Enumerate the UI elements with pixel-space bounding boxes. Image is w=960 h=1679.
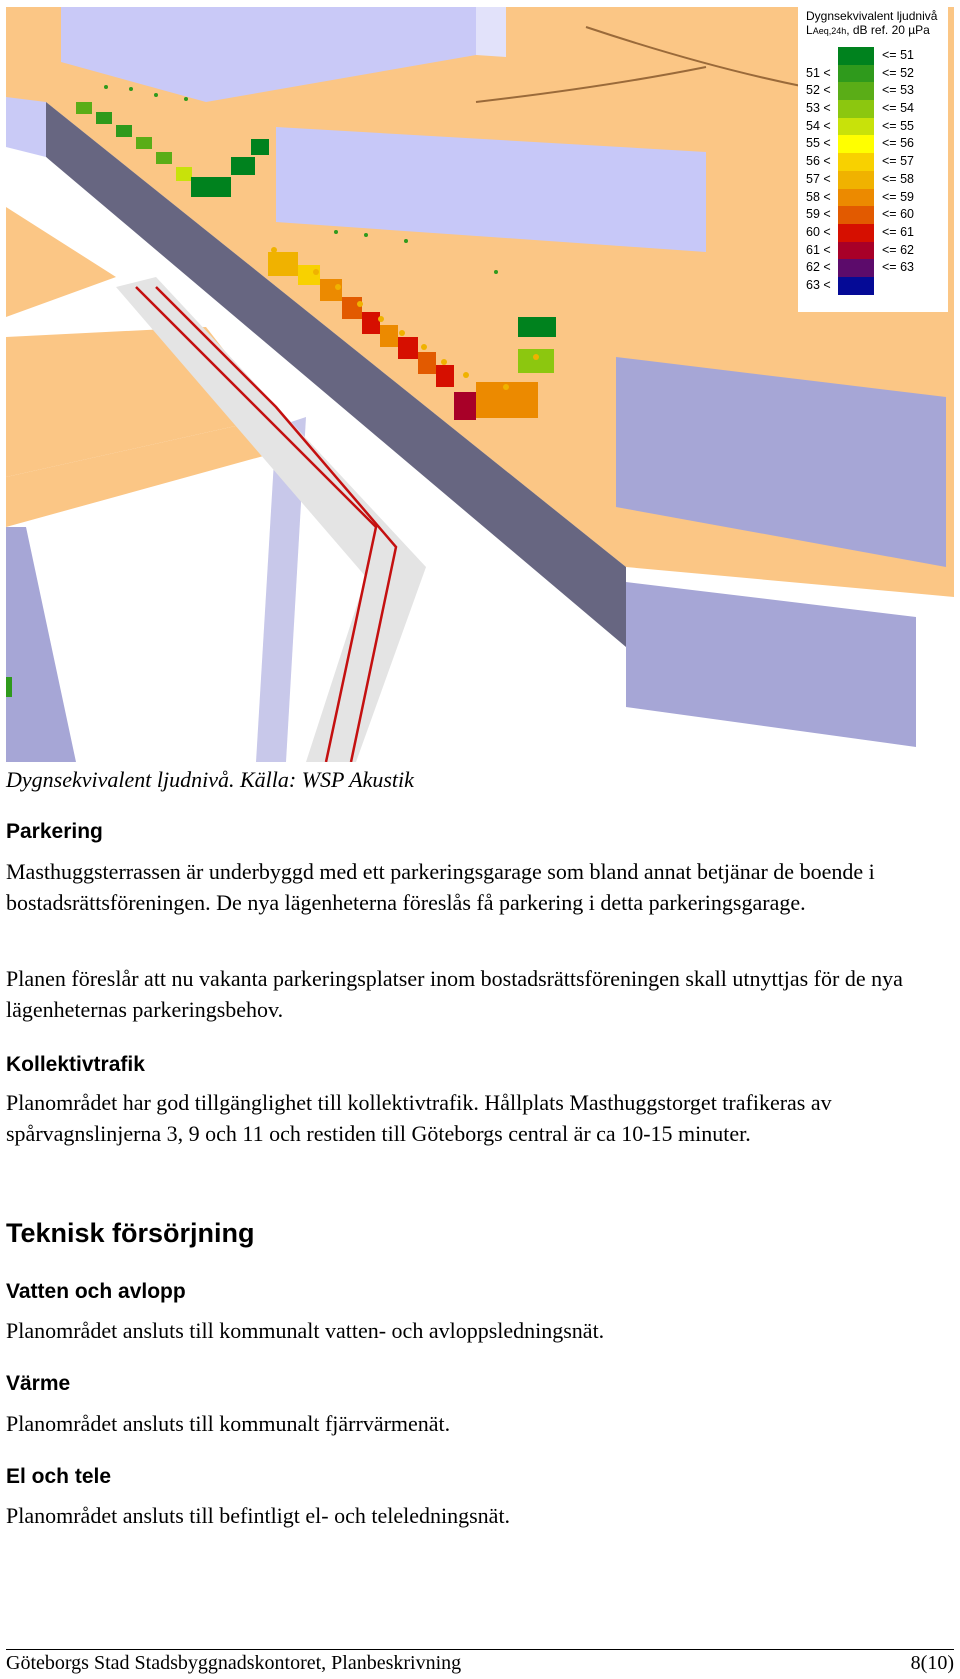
legend-item [798,47,948,65]
legend-item-lower-bound: 56 < [806,154,831,169]
legend-item-upper-bound: <= 62 [882,242,914,257]
legend-color-swatch [838,118,874,136]
legend-item-upper-bound: <= 51 [882,48,914,62]
legend-color-swatch [838,189,874,207]
legend-item [798,135,948,153]
paragraph-parkering-1: Masthuggsterrassen är underbyggd med ett parkeringsgarage som bland annat betjänar de boende i bostadsrättsföreningen. De nya lägenheterna föreslås få parkering i detta parkeringsgarage. [6,859,875,915]
paragraph-parkering-2: Planen föreslår att nu vakanta parkeringsplatser inom bostadsrättsföreningen skall utnyttjas för de nya lägenheternas parkeringsbehov. [6,966,903,1022]
noise-legend [798,7,948,312]
legend-color-swatch [838,82,874,100]
legend-item-upper-bound: <= 56 [882,136,914,151]
legend-item-upper-bound: <= 55 [882,118,914,133]
legend-item [798,259,948,277]
legend-item-upper-bound: <= 61 [882,224,914,239]
legend-color-swatch [838,135,874,153]
legend-item-upper-bound: <= 53 [882,83,914,98]
paragraph-vatten-avlopp: Planområdet ansluts till kommunalt vatten- och avloppsledningsnät. [6,1318,605,1343]
legend-color-swatch [838,47,874,65]
legend-item [798,153,948,171]
legend-item-lower-bound: 61 < [806,242,831,257]
legend-color-swatch [838,259,874,277]
heading-kollektivtrafik: Kollektivtrafik [6,1053,145,1076]
legend-color-swatch [838,153,874,171]
legend-item [798,100,948,118]
legend-item-lower-bound: 57 < [806,171,831,186]
legend-item [798,242,948,260]
legend-title: Dygnsekvivalent ljudnivå [806,9,938,23]
legend-item-upper-bound: <= 60 [882,207,914,222]
legend-item-upper-bound: <= 57 [882,154,914,169]
legend-color-swatch [838,242,874,260]
legend-item-upper-bound: <= 58 [882,171,914,186]
legend-item-lower-bound: 60 < [806,224,831,239]
legend-item-lower-bound: 58 < [806,189,831,204]
legend-item [798,206,948,224]
footer-organization: Göteborgs Stad Stadsbyggnadskontoret, Planbeskrivning [6,1652,462,1674]
legend-item [798,189,948,207]
legend-item-lower-bound: 62 < [806,260,831,275]
heading-teknisk-forsorjning: Teknisk försörjning [6,1218,255,1248]
legend-item-lower-bound: 55 < [806,136,831,151]
legend-item [798,171,948,189]
legend-item-lower-bound: 51 < [806,65,831,80]
legend-item-upper-bound: <= 54 [882,101,914,116]
legend-item-lower-bound: 63 < [806,277,831,292]
legend-subtitle-sub: Aeq,24h [812,26,847,36]
legend-item [798,224,948,242]
legend-subtitle-main: L [806,23,813,37]
legend-color-swatch [838,277,874,295]
footer-divider [6,1649,954,1650]
legend-rows [798,47,948,295]
legend-color-swatch [838,65,874,83]
noise-map-figure [6,7,954,762]
legend-color-swatch [838,171,874,189]
legend-subtitle-rest: , dB ref. 20 µPa [846,23,930,37]
paragraph-kollektivtrafik: Planområdet har god tillgänglighet till kollektivtrafik. Hållplats Masthuggstorget trafikeras av spårvagnslinjerna 3, 9 och 11 och restiden till Göteborgs central är ca 10-15 minuter. [6,1090,832,1146]
legend-item-lower-bound: 52 < [806,83,831,98]
footer-page-number: 8(10) [910,1652,954,1674]
legend-item-upper-bound: <= 63 [882,260,914,275]
legend-item [798,82,948,100]
legend-item-upper-bound: <= 52 [882,65,914,80]
legend-item [798,118,948,136]
legend-color-swatch [838,224,874,242]
heading-parkering: Parkering [6,820,103,843]
legend-item-lower-bound: 54 < [806,118,831,133]
legend-item [798,65,948,83]
legend-item-lower-bound: 53 < [806,101,831,116]
legend-item [798,277,948,295]
legend-item-lower-bound: 59 < [806,207,831,222]
paragraph-varme: Planområdet ansluts till kommunalt fjärrvärmenät. [6,1411,451,1436]
legend-subtitle [806,23,930,38]
heading-vatten-avlopp: Vatten och avlopp [6,1280,186,1303]
heading-el-tele: El och tele [6,1465,112,1488]
legend-color-swatch [838,206,874,224]
legend-color-swatch [838,100,874,118]
legend-item-upper-bound: <= 59 [882,189,914,204]
heading-varme: Värme [6,1372,71,1395]
paragraph-el-tele: Planområdet ansluts till befintligt el- och teleledningsnät. [6,1503,511,1528]
figure-caption: Dygnsekvivalent ljudnivå. Källa: WSP Akustik [6,767,414,792]
